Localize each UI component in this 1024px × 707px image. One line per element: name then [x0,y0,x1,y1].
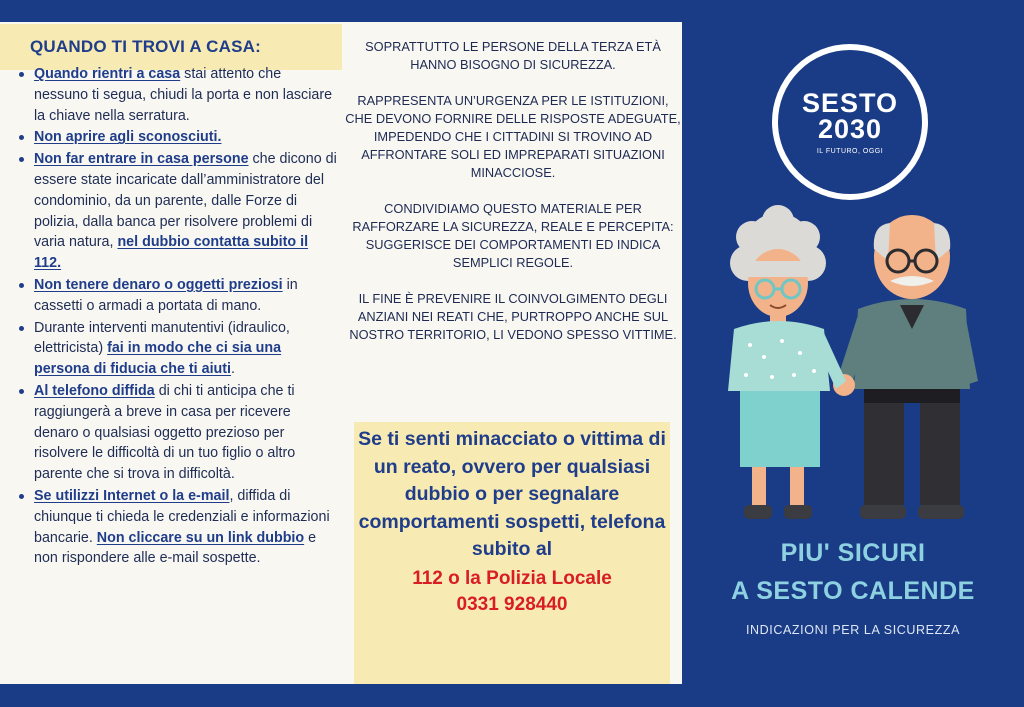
tip-text-2: . [231,361,235,378]
tip-highlight: Al telefono diffida [34,382,155,399]
info-panel [0,22,682,684]
emergency-call-box [354,422,670,684]
elderly-couple-illustration [720,205,990,535]
tip-text: in cassetti o armadi a portata di mano. [34,276,298,314]
logo-tagline: IL FUTURO, OGGI [816,147,884,155]
tip-highlight: Quando rientri a casa [34,66,181,82]
list-item [18,149,338,274]
logo-line-1: SESTO [801,87,899,118]
tip-text: che dicono di essere state incaricate dall’amministratore del condominio, da un parente, dalle Forze di polizia, dalla banca per risolvere problemi di varia natura, [34,151,337,251]
section-heading: QUANDO TI TROVI A CASA: [0,24,342,70]
tip-text: di chi ti anticipa che ti raggiungerà a breve in casa per ricevere denaro o qualsiasi oggetto prezioso per risolvere le difficoltà di un tuo figlio o altro parente che si trova in difficoltà. [34,382,296,483]
list-item [18,318,338,380]
title-line-1: PIU' SICURI [780,539,926,567]
tip-highlight: Se utilizzi Internet o la e-mail [34,487,230,504]
cover-panel [682,0,1024,707]
tip-text: Durante interventi manutentivi (idraulico, elettricista) [34,319,290,357]
emergency-number-label [354,566,670,618]
intro-paragraph-4: IL FINE È PREVENIRE IL COINVOLGIMENTO DEGLI ANZIANI NEI REATI CHE, PURTROPPO ANCHE SUL NOSTRO TERRITORIO, LI VEDONO SPESSO VITTIME. [349,291,677,342]
home-safety-column [0,22,344,684]
subtitle: INDICAZIONI PER LA SICUREZZA [745,623,961,637]
tip-highlight: Non far entrare in casa persone [34,151,249,168]
safety-tips-list [18,64,338,570]
tip-highlight-2: fai in modo che ci sia una persona di fiducia che ti aiuti [34,340,282,378]
tip-highlight-2: nel dubbio contatta subito il 112. [34,234,309,272]
title-line-2: A SESTO CALENDE [731,577,975,605]
sesto-2030-logo [772,44,928,200]
call-instructions: Se ti senti minacciato o vittima di un reato, ovvero per qualsiasi dubbio o per segnalare comportamenti sospetti, telefona subito al [358,428,666,561]
tip-highlight-2: Non cliccare su un link dubbio [96,529,305,546]
logo-line-2: 2030 [817,113,883,144]
list-item [18,381,338,485]
emergency-contact: 112 o la Polizia Locale [412,567,612,589]
list-item [18,486,338,569]
tip-text-2: e non rispondere alle e-mail sospette. [34,529,317,567]
list-item [18,127,338,148]
tip-highlight: Non tenere denaro o oggetti preziosi [34,276,283,293]
intro-text [344,38,682,362]
list-item [18,64,338,126]
list-item [18,275,338,317]
intro-paragraph-1: SOPRATTUTTO LE PERSONE DELLA TERZA ETÀ HANNO BISOGNO DI SICUREZZA. [365,39,661,72]
tip-highlight: Non aprire agli sconosciuti. [34,129,222,146]
tip-text: stai attento che nessuno ti segua, chiudi la porta e non lasciare la chiave nella serratura. [34,66,333,124]
elderly-woman-figure [728,205,830,519]
local-police-phone: 0331 928440 [456,593,568,615]
tip-text: , diffida di chiunque ti chieda le credenziali e informazioni bancarie. [34,487,330,546]
intro-paragraph-3: CONDIVIDIAMO QUESTO MATERIALE PER RAFFORZARE LA SICUREZZA, REALE E PERCEPITA: SUGGERISCE DEI COMPORTAMENTI ED INDICA SEMPLICI REGOLE. [352,201,674,270]
intro-paragraph-2: RAPPRESENTA UN’URGENZA PER LE ISTITUZIONI, CHE DEVONO FORNIRE DELLE RISPOSTE ADEGUATE, IMPEDENDO CHE I CITTADINI SI TROVINO AD AFFRONTARE SOLI ED IMPREPARATI SITUAZIONI MINACCIOSE. [345,93,681,180]
intro-column [344,22,682,684]
elderly-man-figure [833,215,978,519]
